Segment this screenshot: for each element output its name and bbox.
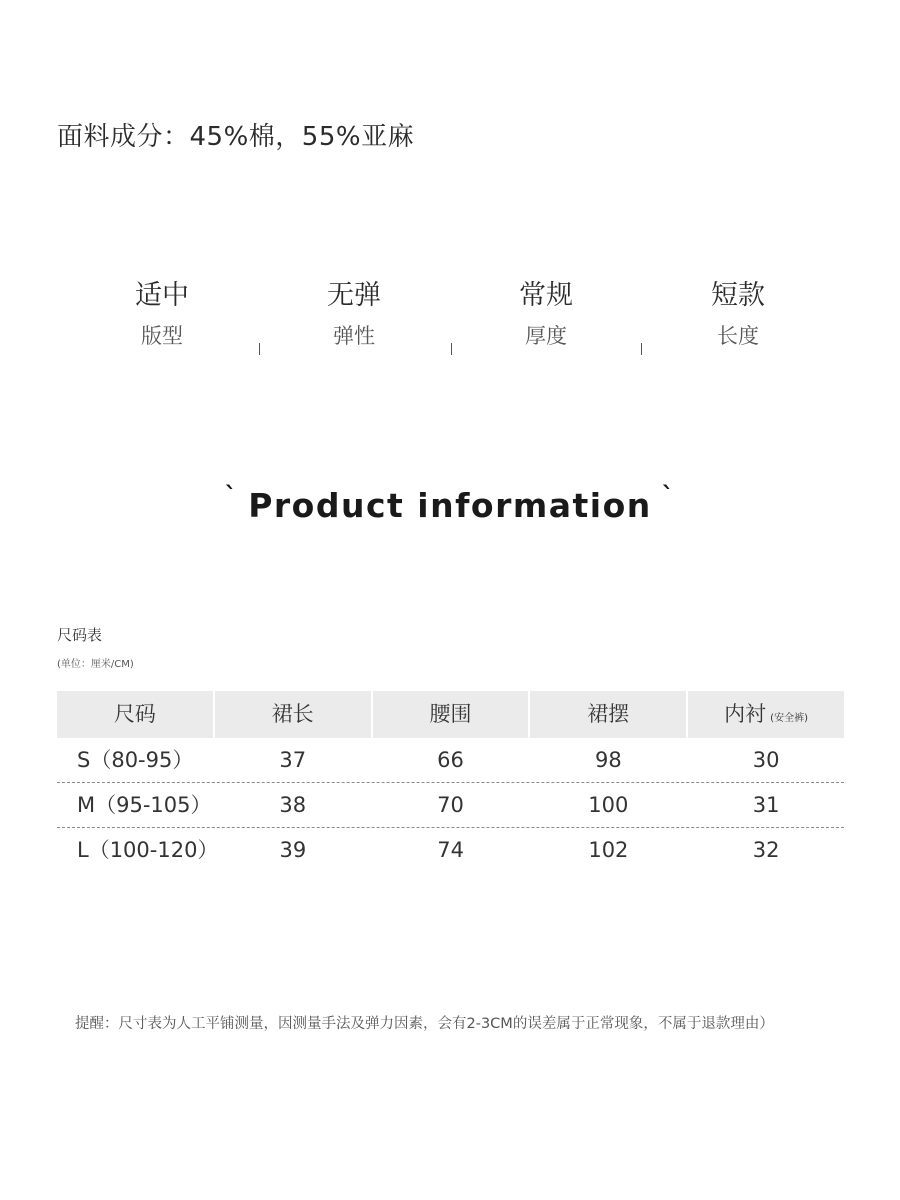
cell-lining: 31 <box>752 793 780 817</box>
fabric-composition: 面料成分：45%棉，55%亚麻 <box>57 122 415 152</box>
cell-waist: 66 <box>437 748 464 772</box>
table-header-row <box>57 691 844 738</box>
cell-lining: 32 <box>752 838 780 862</box>
size-chart-table <box>57 691 844 872</box>
title-tick-left: ` <box>224 482 239 510</box>
cell-skirt-length: 37 <box>279 748 307 772</box>
attribute-value: 常规 <box>519 280 573 311</box>
attribute-label: 弹性 <box>333 324 375 348</box>
header-skirt-length: 裙长 <box>215 691 371 738</box>
header-size: 尺码 <box>57 691 213 738</box>
cell-waist: 74 <box>437 838 464 862</box>
size-chart-title: 尺码表 <box>57 626 103 644</box>
cell-hem: 100 <box>588 793 629 817</box>
cell-lining: 30 <box>752 748 780 772</box>
cell-waist: 70 <box>437 793 464 817</box>
attribute-strip <box>66 275 834 365</box>
cell-hem: 102 <box>588 838 629 862</box>
size-chart-unit: (单位：厘米/CM) <box>57 659 134 670</box>
attribute-fit <box>66 275 258 351</box>
attribute-value: 短款 <box>711 280 765 311</box>
attribute-label: 厚度 <box>525 324 567 348</box>
header-lining-label: 内衬 <box>724 702 767 726</box>
cell-size: L（100-120） <box>77 838 219 862</box>
cell-hem: 98 <box>594 748 622 772</box>
header-lining-note: (安全裤) <box>770 713 808 724</box>
cell-size: M（95-105） <box>77 793 212 817</box>
measurement-note: 提醒：尺寸表为人工平铺测量，因测量手法及弹力因素，会有2-3CM的误差属于正常现象，不属于退款理由） <box>75 1016 774 1032</box>
cell-skirt-length: 38 <box>279 793 307 817</box>
product-information-heading <box>0 482 900 525</box>
attribute-label: 版型 <box>141 324 183 348</box>
attribute-value: 适中 <box>135 280 189 311</box>
header-waist: 腰围 <box>373 691 529 738</box>
attribute-label: 长度 <box>717 324 759 348</box>
table-row <box>57 738 844 783</box>
cell-skirt-length: 39 <box>279 838 307 862</box>
title-tick-right: ` <box>661 482 676 510</box>
table-row <box>57 828 844 872</box>
attribute-elasticity <box>258 275 450 351</box>
attribute-length <box>642 275 834 351</box>
header-hem: 裙摆 <box>530 691 686 738</box>
attribute-thickness <box>450 275 642 351</box>
table-row <box>57 783 844 828</box>
cell-size: S（80-95） <box>77 748 194 772</box>
product-information-text: Product information <box>248 486 652 525</box>
attribute-value: 无弹 <box>327 280 381 311</box>
header-lining <box>688 691 844 738</box>
